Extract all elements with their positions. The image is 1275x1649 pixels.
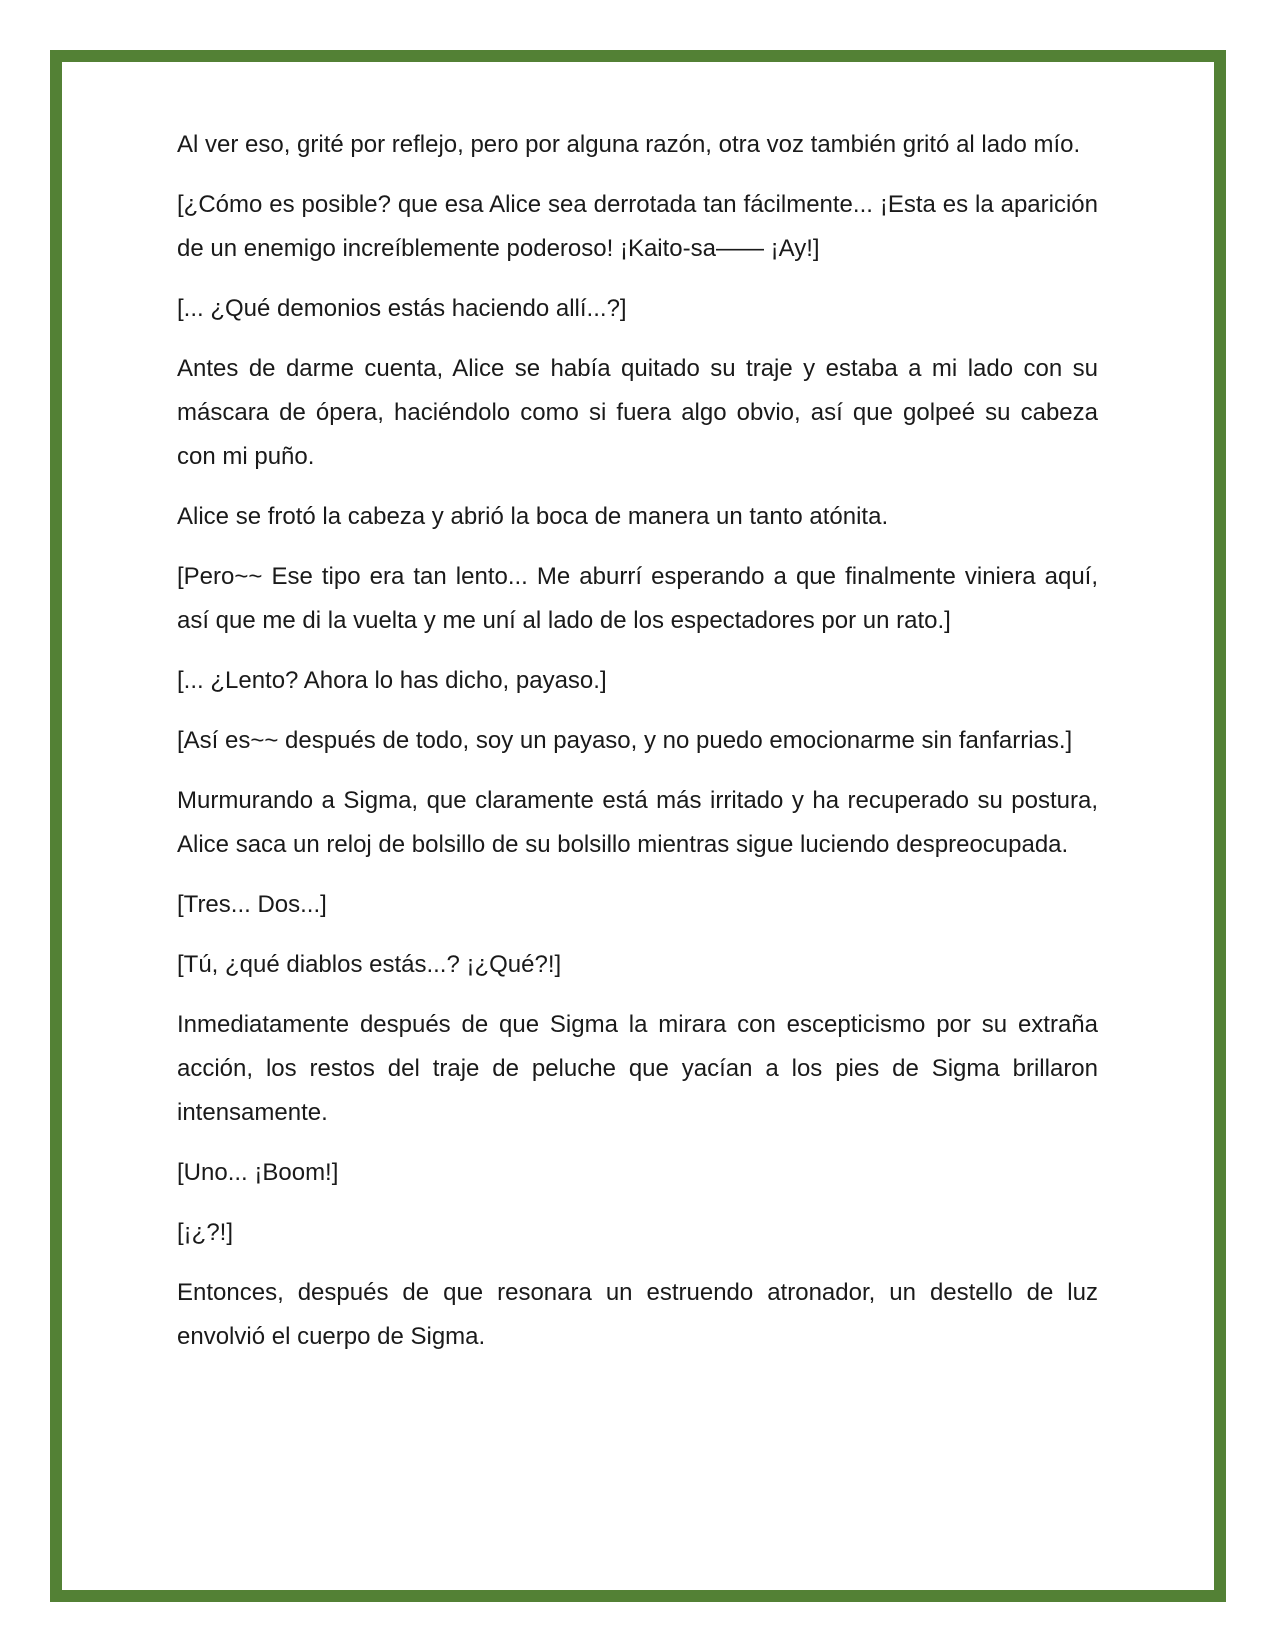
paragraph: [¿Cómo es posible? que esa Alice sea derrotada tan fácilmente... ¡Esta es la aparición de un enemigo increíblemente poderoso! ¡Kaito-sa—— ¡Ay!] [177,191,1098,262]
paragraph: [... ¿Lento? Ahora lo has dicho, payaso.] [177,667,607,694]
paragraph: Entonces, después de que resonara un estruendo atronador, un destello de luz envolvió el cuerpo de Sigma. [177,1279,1098,1350]
paragraph: [Uno... ¡Boom!] [177,1159,339,1186]
paragraph: [Pero~~ Ese tipo era tan lento... Me aburrí esperando a que finalmente viniera aquí, así que me di la vuelta y me uní al lado de los espectadores por un rato.] [177,563,1098,634]
paragraph: Al ver eso, grité por reflejo, pero por alguna razón, otra voz también gritó al lado mío. [177,131,1081,158]
paragraph: Murmurando a Sigma, que claramente está más irritado y ha recuperado su postura, Alice saca un reloj de bolsillo de su bolsillo mientras sigue luciendo despreocupada. [177,787,1098,858]
paragraph: Inmediatamente después de que Sigma la mirara con escepticismo por su extraña acción, los restos del traje de peluche que yacían a los pies de Sigma brillaron intensamente. [177,1011,1098,1126]
paragraph: [... ¿Qué demonios estás haciendo allí...?] [177,295,627,322]
paragraph: Alice se frotó la cabeza y abrió la boca de manera un tanto atónita. [177,503,889,530]
paragraph: [¡¿?!] [177,1219,234,1246]
paragraph: [Tres... Dos...] [177,891,327,918]
paragraph: Antes de darme cuenta, Alice se había quitado su traje y estaba a mi lado con su máscara de ópera, haciéndolo como si fuera algo obvio, así que golpeé su cabeza con mi puño. [177,355,1098,470]
paragraph: [Tú, ¿qué diablos estás...? ¡¿Qué?!] [177,951,562,978]
paragraph: [Así es~~ después de todo, soy un payaso, y no puedo emocionarme sin fanfarrias.] [177,727,1073,754]
document-body [177,123,1098,1375]
